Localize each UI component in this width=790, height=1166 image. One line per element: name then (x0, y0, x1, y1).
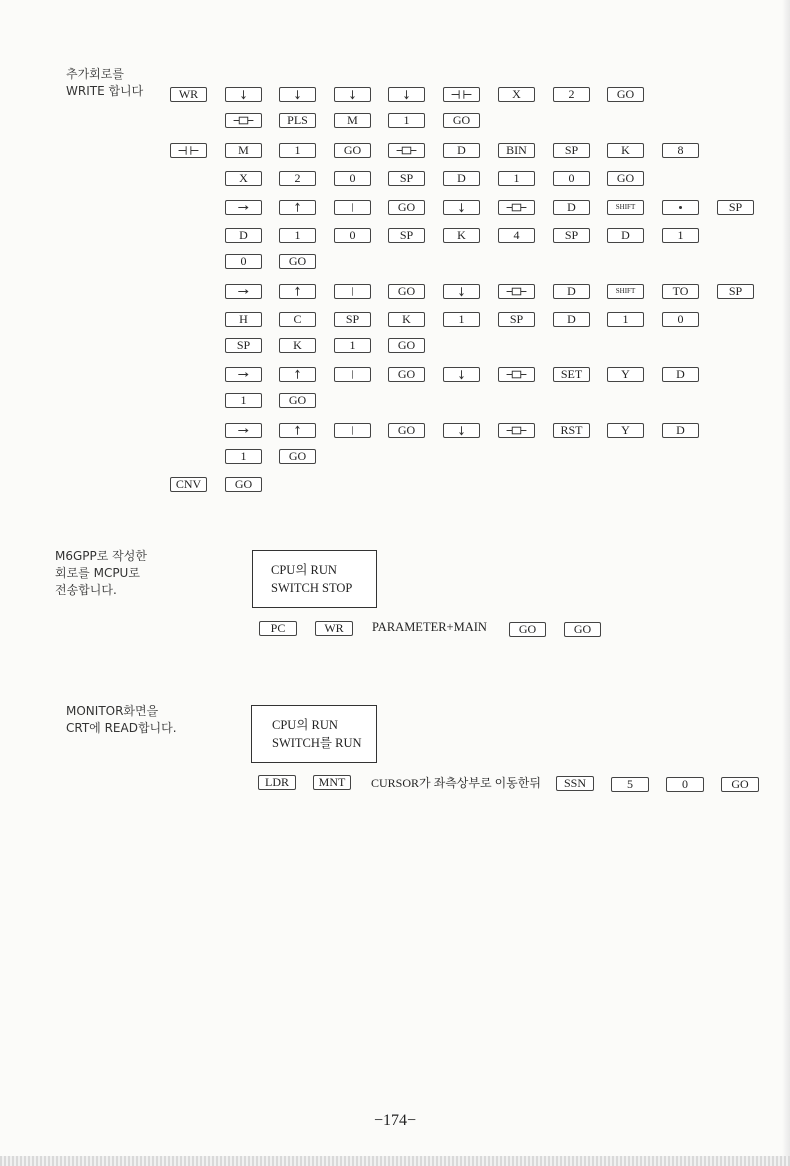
arrow-down-key[interactable] (225, 87, 262, 102)
arrow-up-key[interactable] (279, 423, 316, 438)
label-monitor: MONITOR화면을 CRT에 READ합니다. (66, 704, 177, 735)
sp-key[interactable]: SP (388, 228, 425, 243)
arrow-up-icon (280, 368, 315, 381)
vertical-line-key[interactable] (334, 367, 371, 382)
vertical-line-icon (335, 424, 370, 437)
arrow-up-icon (280, 201, 315, 214)
go-key[interactable]: GO (721, 777, 759, 792)
arrow-down-icon (444, 424, 479, 437)
sp-key[interactable]: SP (334, 312, 371, 327)
contact-key[interactable] (443, 87, 480, 102)
0-key[interactable]: 0 (662, 312, 699, 327)
box2-line1: CPU의 RUN (272, 718, 338, 732)
k-key[interactable]: K (388, 312, 425, 327)
contact-icon (171, 144, 206, 157)
sp-key[interactable]: SP (553, 228, 590, 243)
mnt-key[interactable]: MNT (313, 775, 351, 790)
arrow-right-key[interactable] (225, 367, 262, 382)
coil-key[interactable] (388, 143, 425, 158)
wr-key[interactable]: WR (170, 87, 207, 102)
1-key[interactable]: 1 (279, 143, 316, 158)
d-key[interactable]: D (662, 423, 699, 438)
go-key[interactable]: GO (334, 143, 371, 158)
label-transfer: M6GPP로 작성한 회로를 MCPU로 전송합니다. (55, 549, 147, 597)
d-key[interactable]: D (662, 367, 699, 382)
arrow-down-icon (444, 201, 479, 214)
box1-line2: SWITCH STOP (271, 581, 353, 595)
go-key[interactable]: GO (509, 622, 546, 637)
go-key[interactable]: GO (279, 449, 316, 464)
d-key[interactable]: D (443, 143, 480, 158)
coil-icon (499, 368, 534, 381)
go-key[interactable]: GO (225, 477, 262, 492)
arrow-right-icon (226, 285, 261, 298)
cpu-run-stop-box (252, 550, 377, 608)
pc-key[interactable]: PC (259, 621, 297, 636)
page-edge-shadow (782, 0, 790, 1166)
go-key[interactable]: GO (607, 87, 644, 102)
go-key[interactable]: GO (388, 423, 425, 438)
8-key[interactable]: 8 (662, 143, 699, 158)
shift-key[interactable]: SHIFT (607, 284, 644, 299)
arrow-down-key[interactable] (443, 284, 480, 299)
1-key[interactable]: 1 (225, 449, 262, 464)
sp-key[interactable]: SP (717, 284, 754, 299)
coil-key[interactable] (225, 113, 262, 128)
sp-key[interactable]: SP (225, 338, 262, 353)
2-key[interactable]: 2 (279, 171, 316, 186)
go-key[interactable]: GO (388, 338, 425, 353)
sp-key[interactable]: SP (553, 143, 590, 158)
set-key[interactable]: SET (553, 367, 590, 382)
cursor-text: CURSOR가 좌측상부로 이동한뒤 (371, 776, 541, 790)
m-key[interactable]: M (225, 143, 262, 158)
0-key[interactable]: 0 (553, 171, 590, 186)
coil-key[interactable] (498, 284, 535, 299)
go-key[interactable]: GO (279, 393, 316, 408)
arrow-down-key[interactable] (443, 367, 480, 382)
vertical-line-key[interactable] (334, 423, 371, 438)
sp-key[interactable]: SP (717, 200, 754, 215)
go-key[interactable]: GO (443, 113, 480, 128)
2-key[interactable]: 2 (553, 87, 590, 102)
contact-icon (444, 88, 479, 101)
parameter-main-text: PARAMETER+MAIN (372, 620, 487, 634)
c-key[interactable]: C (279, 312, 316, 327)
arrow-right-icon (226, 368, 261, 381)
shift-key[interactable]: SHIFT (607, 200, 644, 215)
arrow-down-icon (444, 368, 479, 381)
vertical-line-icon (335, 201, 370, 214)
1-key[interactable]: 1 (443, 312, 480, 327)
coil-icon (499, 285, 534, 298)
y-key[interactable]: Y (607, 367, 644, 382)
label-add-circuit: 추가회로를 WRITE 합니다 (66, 67, 144, 98)
arrow-right-key[interactable] (225, 284, 262, 299)
arrow-right-icon (226, 201, 261, 214)
coil-key[interactable] (498, 200, 535, 215)
1-key[interactable]: 1 (225, 393, 262, 408)
coil-key[interactable] (498, 367, 535, 382)
m-key[interactable]: M (334, 113, 371, 128)
go-key[interactable]: GO (388, 284, 425, 299)
k-key[interactable]: K (443, 228, 480, 243)
zero-key[interactable]: 0 (666, 777, 704, 792)
vertical-line-key[interactable] (334, 284, 371, 299)
1-key[interactable]: 1 (279, 228, 316, 243)
1-key[interactable]: 1 (334, 338, 371, 353)
d-key[interactable]: D (225, 228, 262, 243)
1-key[interactable]: 1 (388, 113, 425, 128)
pls-key[interactable]: PLS (279, 113, 316, 128)
page-bottom-edge (0, 1156, 790, 1166)
0-key[interactable]: 0 (225, 254, 262, 269)
k-key[interactable]: K (607, 143, 644, 158)
arrow-up-key[interactable] (279, 200, 316, 215)
coil-icon (499, 424, 534, 437)
arrow-up-key[interactable] (279, 284, 316, 299)
coil-key[interactable] (498, 423, 535, 438)
arrow-right-key[interactable] (225, 200, 262, 215)
sp-key[interactable]: SP (388, 171, 425, 186)
to-key[interactable]: TO (662, 284, 699, 299)
arrow-down-key[interactable] (388, 87, 425, 102)
1-key[interactable]: 1 (662, 228, 699, 243)
arrow-down-key[interactable] (443, 423, 480, 438)
box2-line2: SWITCH를 RUN (272, 736, 362, 750)
arrow-down-key[interactable] (443, 200, 480, 215)
cnv-key[interactable]: CNV (170, 477, 207, 492)
vertical-line-icon (335, 368, 370, 381)
vertical-line-key[interactable] (334, 200, 371, 215)
4-key[interactable]: 4 (498, 228, 535, 243)
x-key[interactable]: X (225, 171, 262, 186)
d-key[interactable]: D (443, 171, 480, 186)
page-number: −174− (373, 1112, 417, 1129)
bin-key[interactable]: BIN (498, 143, 535, 158)
coil-icon (226, 114, 261, 127)
wr-key[interactable]: WR (315, 621, 353, 636)
arrow-down-icon (389, 88, 424, 101)
arrow-up-icon (280, 285, 315, 298)
k-key[interactable]: K (279, 338, 316, 353)
arrow-right-key[interactable] (225, 423, 262, 438)
x-key[interactable]: X (498, 87, 535, 102)
cpu-run-run-box (251, 705, 377, 763)
sp-key[interactable]: SP (498, 312, 535, 327)
box1-line1: CPU의 RUN (271, 563, 337, 577)
0-key[interactable]: 0 (334, 228, 371, 243)
coil-icon (499, 201, 534, 214)
d-key[interactable]: D (607, 228, 644, 243)
go-key[interactable]: GO (564, 622, 601, 637)
ldr-key[interactable]: LDR (258, 775, 296, 790)
d-key[interactable]: D (553, 312, 590, 327)
arrow-down-icon (226, 88, 261, 101)
d-key[interactable]: D (553, 284, 590, 299)
arrow-up-icon (280, 424, 315, 437)
0-key[interactable]: 0 (334, 171, 371, 186)
arrow-down-key[interactable] (279, 87, 316, 102)
dot-icon (663, 201, 698, 214)
arrow-down-icon (444, 285, 479, 298)
arrow-right-icon (226, 424, 261, 437)
arrow-down-icon (335, 88, 370, 101)
arrow-down-key[interactable] (334, 87, 371, 102)
d-key[interactable]: D (553, 200, 590, 215)
five-key[interactable]: 5 (611, 777, 649, 792)
go-key[interactable]: GO (279, 254, 316, 269)
coil-icon (389, 144, 424, 157)
h-key[interactable]: H (225, 312, 262, 327)
go-key[interactable]: GO (607, 171, 644, 186)
y-key[interactable]: Y (607, 423, 644, 438)
1-key[interactable]: 1 (498, 171, 535, 186)
vertical-line-icon (335, 285, 370, 298)
go-key[interactable]: GO (388, 200, 425, 215)
arrow-down-icon (280, 88, 315, 101)
arrow-up-key[interactable] (279, 367, 316, 382)
contact-key[interactable] (170, 143, 207, 158)
go-key[interactable]: GO (388, 367, 425, 382)
dot-key[interactable] (662, 200, 699, 215)
rst-key[interactable]: RST (553, 423, 590, 438)
ssn-key[interactable]: SSN (556, 776, 594, 791)
1-key[interactable]: 1 (607, 312, 644, 327)
